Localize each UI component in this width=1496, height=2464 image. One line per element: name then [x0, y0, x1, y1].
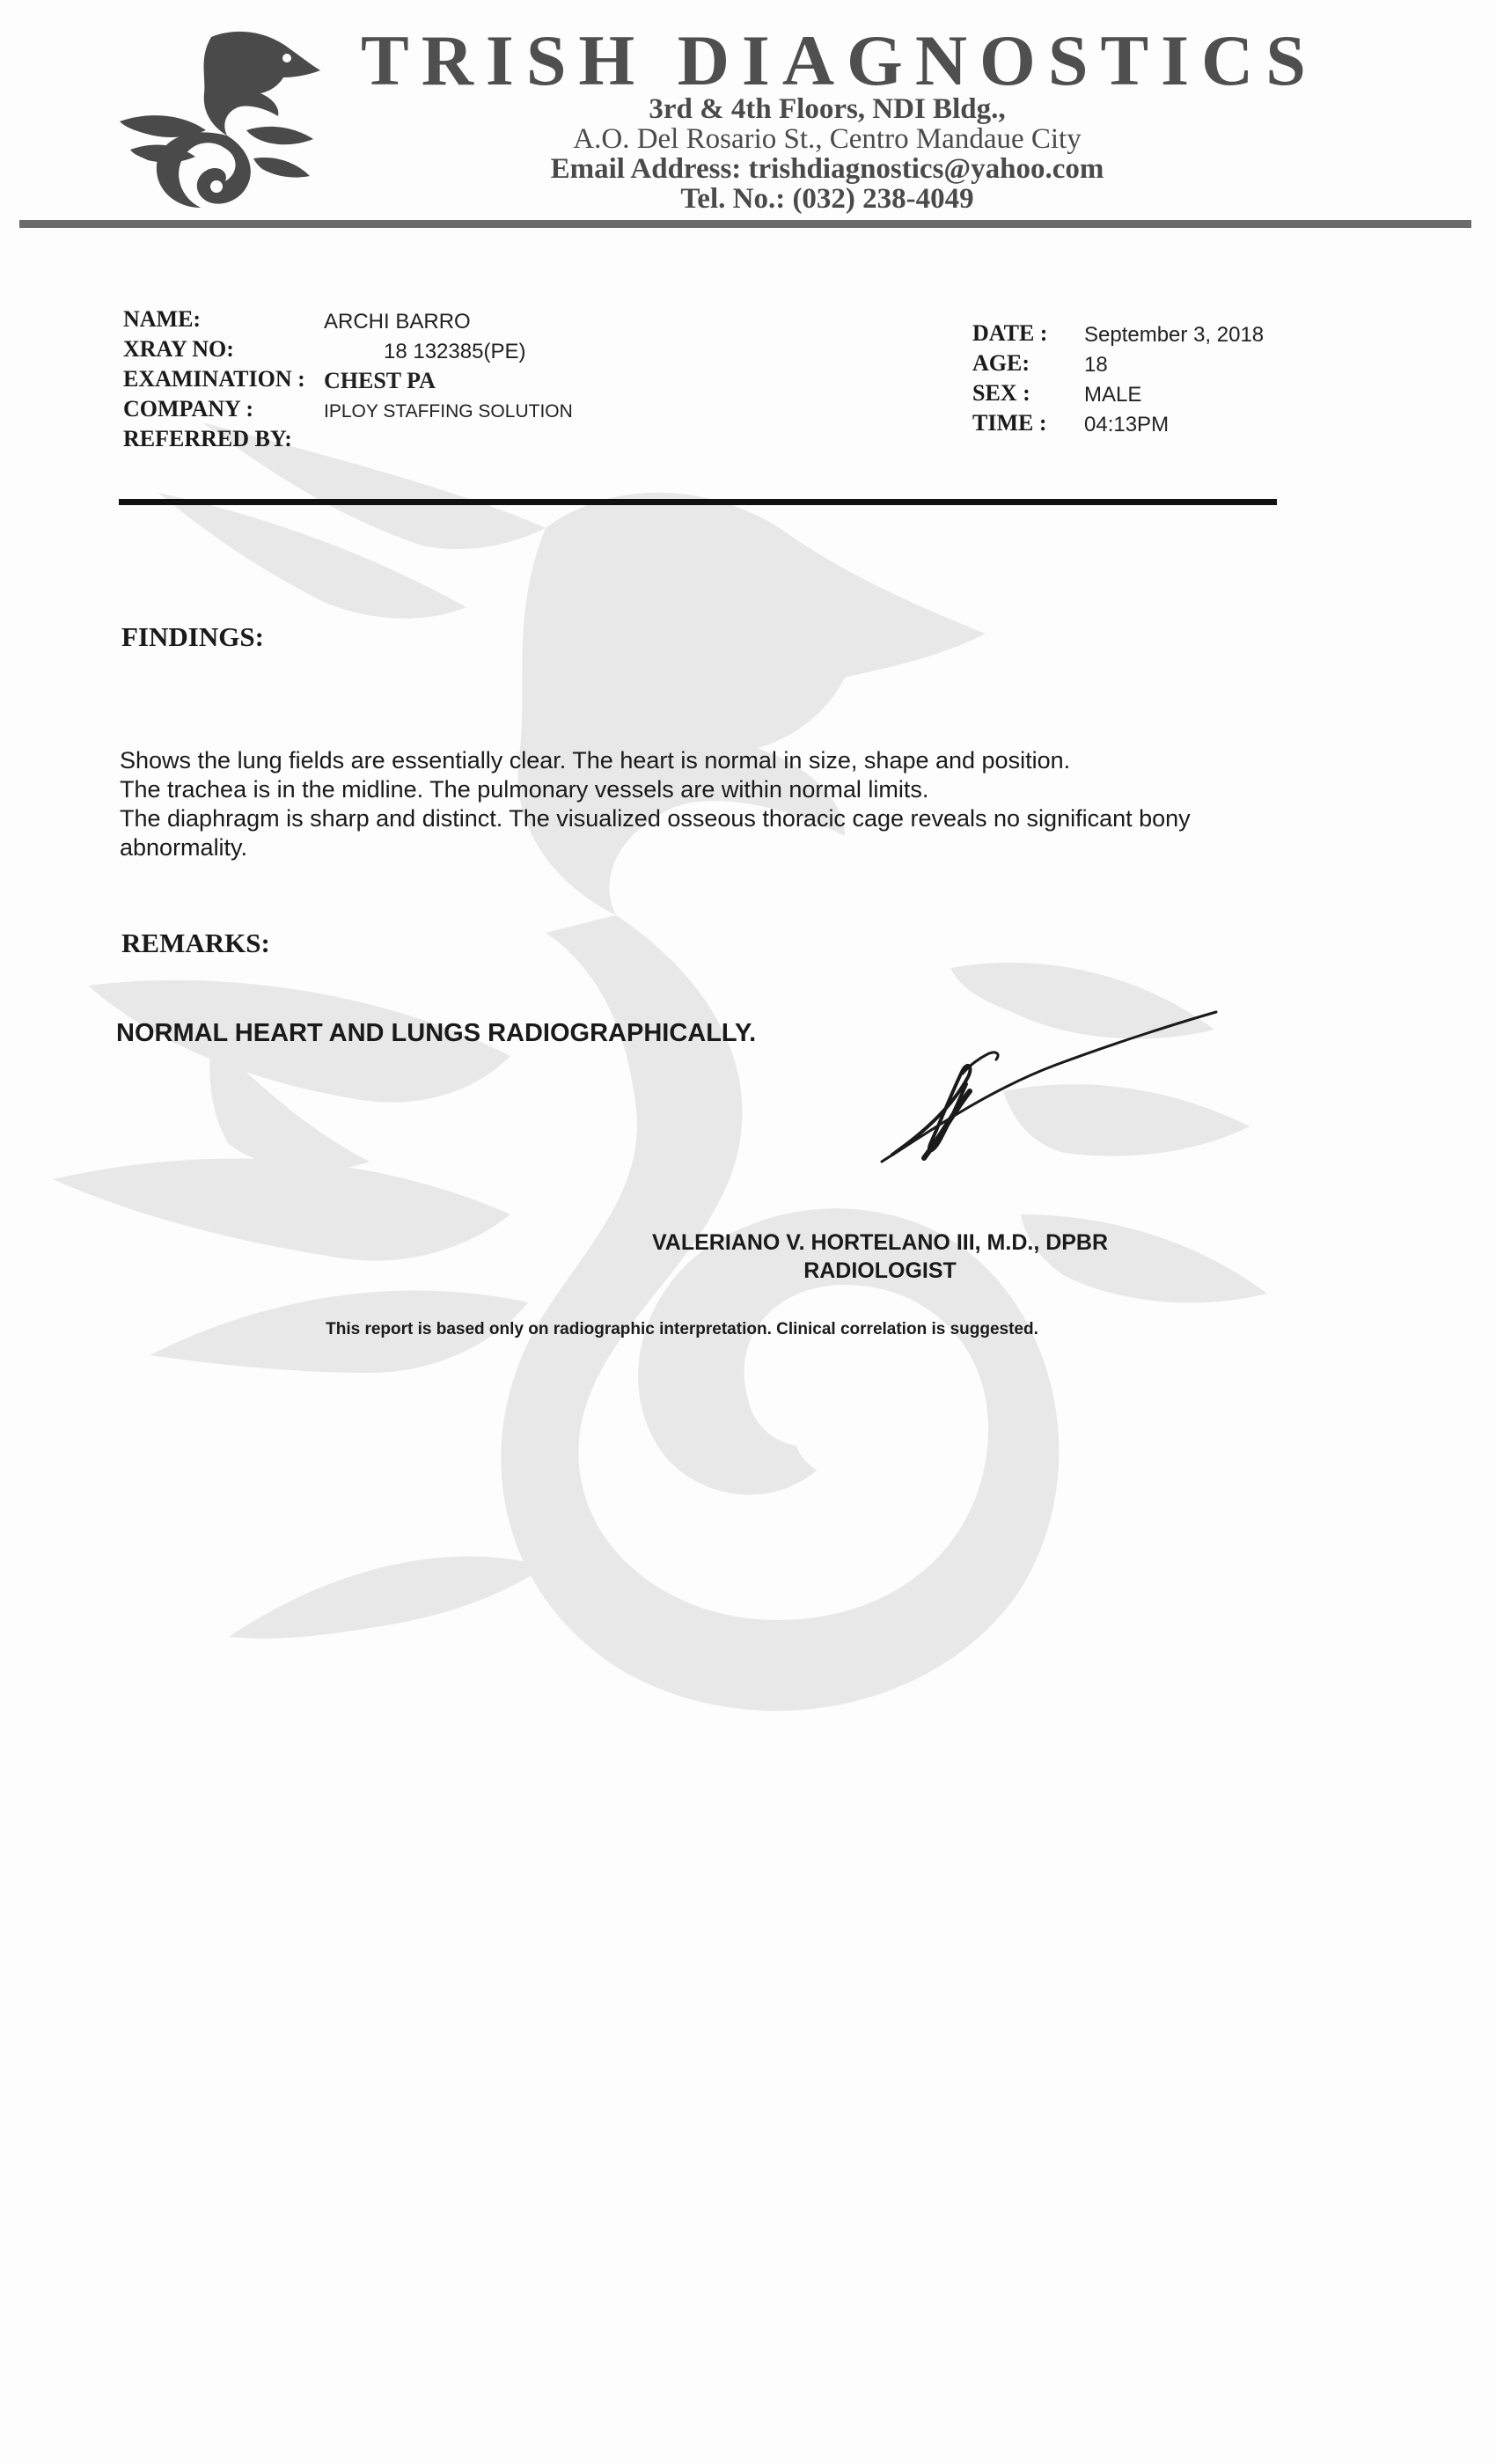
email-line: Email Address: trishdiagnostics@yahoo.com	[550, 153, 1104, 185]
date-value: September 3, 2018	[1084, 323, 1265, 347]
radiologist-name: VALERIANO V. HORTELANO III, M.D., DPBR	[651, 1230, 1109, 1255]
seahorse-dragon-logo-icon	[114, 26, 334, 211]
radiologist-title: RADIOLOGIST	[803, 1258, 957, 1283]
exam-label: EXAMINATION :	[123, 366, 305, 392]
header-divider	[19, 220, 1471, 228]
age-label: AGE:	[972, 350, 1030, 376]
findings-line-2: The trachea is in the midline. The pulmonary vessels are within normal limits.	[120, 776, 929, 803]
age-value: 18	[1084, 353, 1108, 377]
exam-value: CHEST PA	[324, 368, 436, 393]
address-line-1: 3rd & 4th Floors, NDI Bldg.,	[649, 93, 1006, 125]
sex-value: MALE	[1084, 383, 1142, 407]
company-value: IPLOY STAFFING SOLUTION	[324, 401, 573, 422]
findings-heading: FINDINGS:	[121, 621, 264, 652]
handwritten-signature-icon	[871, 1003, 1241, 1179]
remarks-heading: REMARKS:	[121, 928, 270, 958]
company-label: COMPANY :	[123, 396, 254, 422]
time-value: 04:13PM	[1084, 413, 1170, 436]
letterhead	[0, 0, 1496, 238]
xray-value: 18 132385(PE)	[384, 340, 526, 363]
phone-line: Tel. No.: (032) 238-4049	[680, 183, 974, 215]
name-value: ARCHI BARRO	[324, 310, 471, 334]
xray-label: XRAY NO:	[123, 336, 234, 362]
disclaimer: This report is based only on radiographic interpretation. Clinical correlation is suggested.	[326, 1320, 1038, 1338]
findings-line-3: The diaphragm is sharp and distinct. The visualized osseous thoracic cage reveals no significant bony abnormality.	[120, 805, 1191, 861]
company-name: TRISH DIAGNOSTICS	[361, 20, 1318, 100]
info-divider	[119, 499, 1277, 505]
name-label: NAME:	[123, 306, 202, 332]
findings-line-1: Shows the lung fields are essentially clear. The heart is normal in size, shape and position.	[120, 747, 1071, 774]
referred-by-label: REFERRED BY:	[123, 426, 292, 451]
time-label: TIME :	[972, 410, 1047, 436]
date-label: DATE :	[972, 320, 1048, 346]
sex-label: SEX :	[972, 380, 1030, 406]
findings-text	[120, 746, 1299, 862]
address-line-2: A.O. Del Rosario St., Centro Mandaue City	[573, 123, 1082, 155]
remarks-text: NORMAL HEART AND LUNGS RADIOGRAPHICALLY.	[116, 1019, 757, 1047]
